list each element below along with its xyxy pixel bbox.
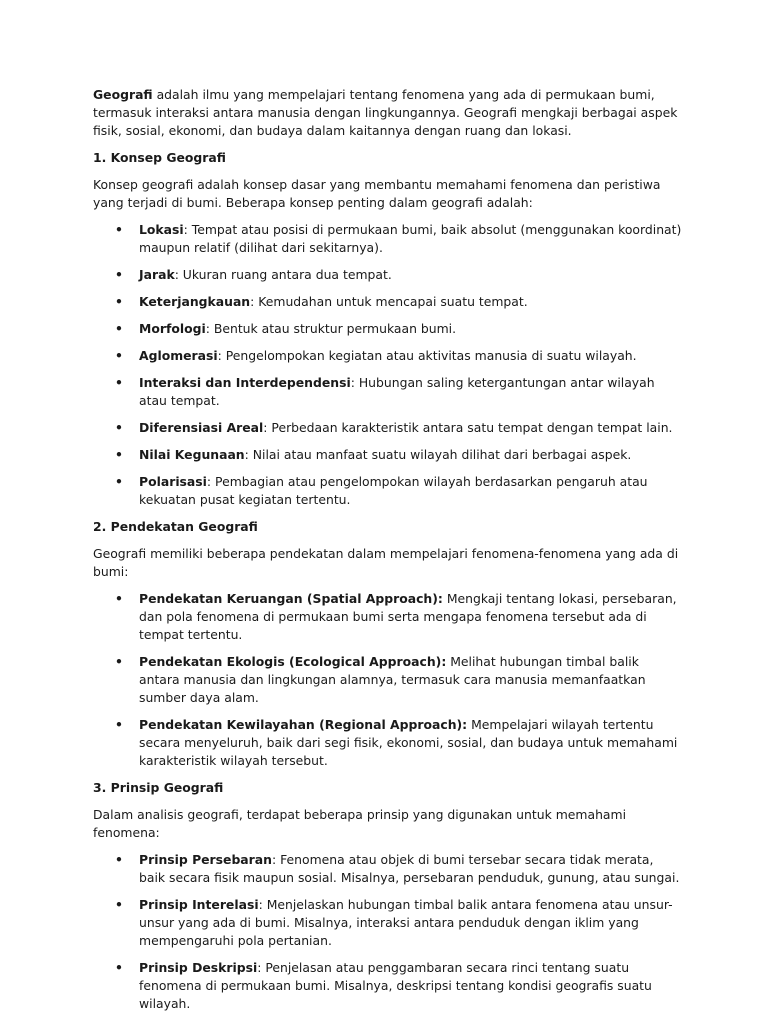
list-item (93, 221, 683, 257)
list-item (93, 590, 683, 644)
bullet-icon: • (115, 447, 123, 462)
bullet-icon: • (115, 960, 123, 975)
item-text: : Pengelompokan kegiatan atau aktivitas manusia di suatu wilayah. (217, 348, 637, 363)
item-text: : Pembagian atau pengelompokan wilayah berdasarkan pengaruh atau kekuatan pusat kegiatan tertentu. (139, 474, 648, 507)
item-text: Melihat hubungan timbal balik antara manusia dan lingkungan alamnya, termasuk cara manusia memanfaatkan sumber daya alam. (139, 654, 646, 705)
list-item (93, 896, 683, 950)
bullet-icon: • (115, 852, 123, 867)
item-text: : Nilai atau manfaat suatu wilayah dilihat dari berbagai aspek. (244, 447, 632, 462)
bullet-icon: • (115, 474, 123, 489)
item-term: Prinsip Deskripsi (139, 960, 258, 975)
section-heading-konsep: 1. Konsep Geografi (93, 150, 226, 165)
item-text: : Perbedaan karakteristik antara satu tempat dengan tempat lain. (263, 420, 673, 435)
bullet-icon: • (115, 654, 123, 669)
bullet-icon: • (115, 321, 123, 336)
item-text: : Kemudahan untuk mencapai suatu tempat. (250, 294, 528, 309)
item-term: Jarak (139, 267, 175, 282)
intro-term: Geografi (93, 87, 153, 102)
list-item (93, 266, 683, 284)
list-konsep (93, 221, 683, 509)
section-intro-prinsip: Dalam analisis geografi, terdapat beberapa prinsip yang digunakan untuk memahami fenomena: (93, 807, 627, 840)
bullet-icon: • (115, 294, 123, 309)
list-item (93, 446, 683, 464)
list-item (93, 374, 683, 410)
bullet-icon: • (115, 420, 123, 435)
item-term: Keterjangkauan (139, 294, 251, 309)
item-text: : Ukuran ruang antara dua tempat. (174, 267, 392, 282)
list-prinsip (93, 851, 683, 1013)
item-term: Nilai Kegunaan (139, 447, 245, 462)
list-item (93, 653, 683, 707)
intro-paragraph (93, 86, 683, 140)
bullet-icon: • (115, 267, 123, 282)
section-intro-pendekatan: Geografi memiliki beberapa pendekatan dalam mempelajari fenomena-fenomena yang ada di bumi: (93, 546, 679, 579)
bullet-icon: • (115, 591, 123, 606)
item-text: Mempelajari wilayah tertentu secara menyeluruh, baik dari segi fisik, ekonomi, sosial, dan budaya untuk memahami karakteristik wilayah tersebut. (139, 717, 678, 768)
item-term: Interaksi dan Interdependensi (139, 375, 351, 390)
item-term: Prinsip Interelasi (139, 897, 259, 912)
bullet-icon: • (115, 375, 123, 390)
item-term: Aglomerasi (139, 348, 218, 363)
item-text: : Bentuk atau struktur permukaan bumi. (205, 321, 457, 336)
item-term: Diferensiasi Areal (139, 420, 264, 435)
item-text: : Fenomena atau objek di bumi tersebar secara tidak merata, baik secara fisik maupun sosial. Misalnya, persebaran penduduk, gunung, atau sungai. (139, 852, 680, 885)
list-item (93, 959, 683, 1013)
item-term: Pendekatan Keruangan (Spatial Approach): (139, 591, 443, 606)
item-term: Lokasi (139, 222, 184, 237)
list-item (93, 320, 683, 338)
item-text: Mengkaji tentang lokasi, persebaran, dan pola fenomena di permukaan bumi serta mengapa fenomena tersebut ada di tempat tertentu. (139, 591, 677, 642)
bullet-icon: • (115, 897, 123, 912)
bullet-icon: • (115, 348, 123, 363)
intro-text: adalah ilmu yang mempelajari tentang fenomena yang ada di permukaan bumi, termasuk interaksi antara manusia dengan lingkungannya. Geografi mengkaji berbagai aspek fisik, sosial, ekonomi, dan budaya dalam kaitannya dengan ruang dan lokasi. (93, 87, 678, 138)
item-text: : Hubungan saling ketergantungan antar wilayah atau tempat. (139, 375, 655, 408)
list-item (93, 419, 683, 437)
section-heading-pendekatan: 2. Pendekatan Geografi (93, 519, 258, 534)
item-term: Polarisasi (139, 474, 207, 489)
item-term: Pendekatan Ekologis (Ecological Approach): (139, 654, 447, 669)
item-term: Morfologi (139, 321, 206, 336)
item-text: : Tempat atau posisi di permukaan bumi, baik absolut (menggunakan koordinat) maupun relatif (dilihat dari sekitarnya). (139, 222, 682, 255)
section-heading-prinsip: 3. Prinsip Geografi (93, 780, 224, 795)
list-item (93, 473, 683, 509)
list-item (93, 851, 683, 887)
item-term: Prinsip Persebaran (139, 852, 272, 867)
item-text: : Penjelasan atau penggambaran secara rinci tentang suatu fenomena di permukaan bumi. Misalnya, deskripsi tentang kondisi geografis suatu wilayah. (139, 960, 652, 1011)
list-item (93, 293, 683, 311)
list-item (93, 347, 683, 365)
bullet-icon: • (115, 222, 123, 237)
item-term: Pendekatan Kewilayahan (Regional Approach): (139, 717, 468, 732)
list-item (93, 716, 683, 770)
item-text: : Menjelaskan hubungan timbal balik antara fenomena atau unsur-unsur yang ada di bumi. Misalnya, interaksi antara penduduk dengan iklim yang mempengaruhi pola pertanian. (139, 897, 673, 948)
list-pendekatan (93, 590, 683, 770)
section-intro-konsep: Konsep geografi adalah konsep dasar yang membantu memahami fenomena dan peristiwa yang terjadi di bumi. Beberapa konsep penting dalam geografi adalah: (93, 177, 661, 210)
document-page (93, 86, 683, 1022)
bullet-icon: • (115, 717, 123, 732)
